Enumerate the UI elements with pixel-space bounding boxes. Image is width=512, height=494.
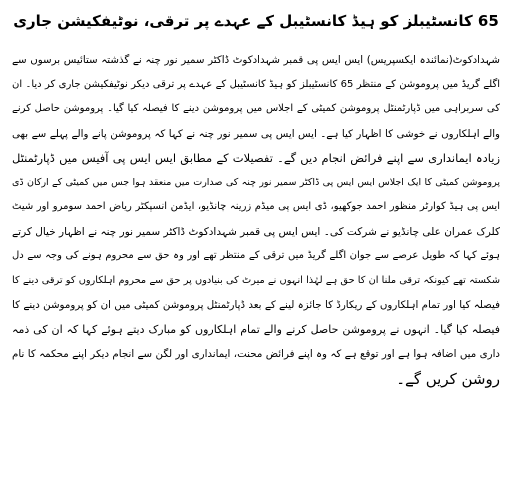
- article-line: پروموشن کمیٹی کا ایک اجلاس ایس ایس پی ڈاکٹر سمیر نور چنہ کی صدارت میں منعقد ہوا جس میں کمیٹی کے ارکان ڈی: [12, 176, 500, 188]
- headline: 65 کانسٹیبلز کو ہیڈ کانسٹیبل کے عہدے پر ترقی، نوٹیفکیشن جاری: [13, 12, 499, 30]
- article-line: شکستہ تھے کیونکہ ترقی ملنا ان کا حق ہے لہٰذا انہوں نے میرٹ کی بنیادوں پر حق سے محروم اہلکاروں کو ترقی دینے کا: [12, 274, 500, 286]
- article-line: شہدادکوٹ(نمائندہ ایکسپریس) ایس ایس پی قمبر شہدادکوٹ ڈاکٹر سمیر نور چنہ نے گذشتہ ستائیس برسوں سے: [12, 54, 500, 66]
- article-line: زیادہ ایمانداری سے اپنے فرائض انجام دیں گے۔ تفصیلات کے مطابق ایس ایس پی آفیس میں ڈپارٹمنٹل: [12, 151, 500, 165]
- article-line: کلرک عمران علی چانڈیو نے شرکت کی۔ ایس ایس پی قمبر شہدادکوٹ ڈاکٹر سمیر نور چنہ نے اظہار خیال کرتے: [12, 225, 500, 238]
- article-line: داری میں اضافہ ہوا ہے اور توقع ہے کہ وہ اپنے فرائض محنت، ایمانداری اور لگن سے انجام دیکر اپنے محکمہ کا نام: [12, 348, 500, 360]
- article-line: ایس پی ہیڈ کوارٹر منظور احمد جوکھیو، ڈی ایس پی میڈم زرینہ چانڈیو، ایڈمن انسپکٹر ریاض احمد سومرو اور شیٹ: [12, 201, 500, 212]
- article-line: والے اہلکاروں نے خوشی کا اظہار کیا ہے۔ ایس ایس پی سمیر نور چنہ نے کہا کہ پروموشن پانے والے پہلے سے بھی: [12, 127, 500, 140]
- article-line: کی سربراہی میں ڈپارٹمنٹل پروموشن کمیٹی کے اجلاس میں پروموشن دینے کا فیصلہ کیا گیا۔ پروموشن حاصل کرنے: [12, 103, 500, 114]
- article-line: اگلے گریڈ میں پروموشن کے منتظر 65 کانسٹیبلز کو ہیڈ کانسٹیبل کے عہدے پر ترقی دیکر نوٹیفکیشن جاری کر دیا۔ ان: [12, 78, 500, 90]
- article-line: فیصلہ کیا گیا۔ انہوں نے پروموشن حاصل کرنے والے تمام اہلکاروں کو مبارک دیتے ہوئے کہا کہ ان کی ذمہ: [12, 322, 500, 336]
- article-line: فیصلہ کیا اور تمام اہلکاروں کے ریکارڈ کا جائزہ لینے کے بعد ڈپارٹمنٹل پروموشن کمیٹی میں ان کو پروموشن دینے کا: [12, 299, 500, 311]
- article-line: روشن کریں گے۔: [396, 369, 500, 388]
- article-line: ہوئے کہا کہ طویل عرصے سے جوان اگلے گریڈ میں ترقی کے منتظر تھے اور وہ حق سے محروم ہونے کی وجہ سے دل: [12, 250, 500, 261]
- article-body: [12, 48, 500, 391]
